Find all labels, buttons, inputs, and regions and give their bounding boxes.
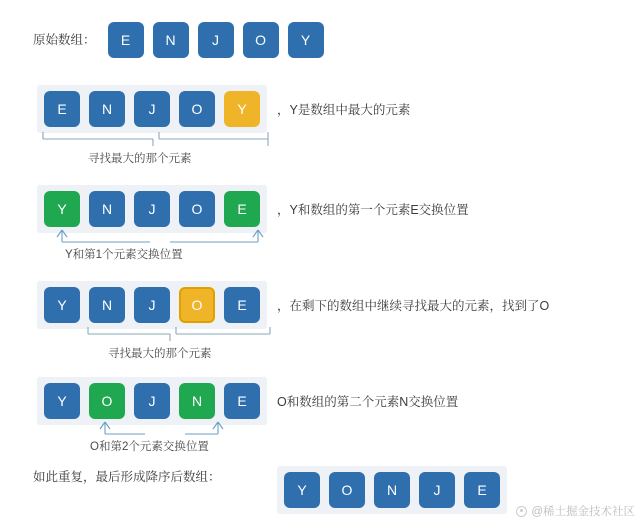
step-2-caption: Y和第1个元素交换位置 [65,249,183,261]
final-array-box-4: E [464,472,500,508]
step-3-boxes [37,281,267,329]
step-3-brace-icon [85,325,280,345]
watermark-logo-icon [516,506,527,517]
original-array-box-4: Y [288,22,324,58]
step-1-comment: ，Y是数组中最大的元素 [277,103,411,117]
original-array-box-2: J [198,22,234,58]
final-array-box-2: N [374,472,410,508]
step-1-box-2: J [134,91,170,127]
step-4-box-4: E [224,383,260,419]
step-4-box-2: J [134,383,170,419]
original-array-box-0: E [108,22,144,58]
step-3-comment: ，在剩下的数组中继续寻找最大的元素，找到了O [277,299,550,313]
step-3-box-4: E [224,287,260,323]
step-1-box-3: O [179,91,215,127]
watermark-text: @稀土掘金技术社区 [531,506,635,518]
step-4-comment: O和数组的第二个元素N交换位置 [277,395,459,409]
step-3-row [37,281,549,329]
step-1-row [37,85,410,133]
step-2-box-2: J [134,191,170,227]
step-3-box-2: J [134,287,170,323]
step-4-box-3: N [179,383,215,419]
final-array-boxes [277,466,507,514]
step-4-boxes [37,377,267,425]
original-array-box-3: O [243,22,279,58]
original-array-box-1: N [153,22,189,58]
step-1-box-1: N [89,91,125,127]
original-array-boxes [108,22,324,58]
step-4-row [37,377,458,425]
step-2-box-1: N [89,191,125,227]
step-2-box-0: Y [44,191,80,227]
step-3-box-3: O [179,287,215,323]
step-3-box-1: N [89,287,125,323]
watermark [516,503,635,519]
original-array-row [33,22,324,58]
step-1-box-0: E [44,91,80,127]
step-2-comment: ，Y和数组的第一个元素E交换位置 [277,203,469,217]
step-3-box-0: Y [44,287,80,323]
final-array-box-0: Y [284,472,320,508]
step-2-box-3: O [179,191,215,227]
step-2-row [37,185,469,233]
final-array-row [33,470,221,485]
step-4-caption: O和第2个元素交换位置 [90,441,209,453]
final-array-box-1: O [329,472,365,508]
step-1-brace-icon [40,130,275,150]
step-4-box-0: Y [44,383,80,419]
step-3-caption: 寻找最大的那个元素 [108,348,212,360]
step-2-box-4: E [224,191,260,227]
step-4-box-1: O [89,383,125,419]
final-array-box-3: J [419,472,455,508]
final-array-label: 如此重复，最后形成降序后数组： [33,470,221,484]
step-1-caption: 寻找最大的那个元素 [88,153,192,165]
step-1-boxes [37,85,267,133]
original-array-label: 原始数组： [33,32,96,47]
step-2-boxes [37,185,267,233]
step-1-box-4: Y [224,91,260,127]
